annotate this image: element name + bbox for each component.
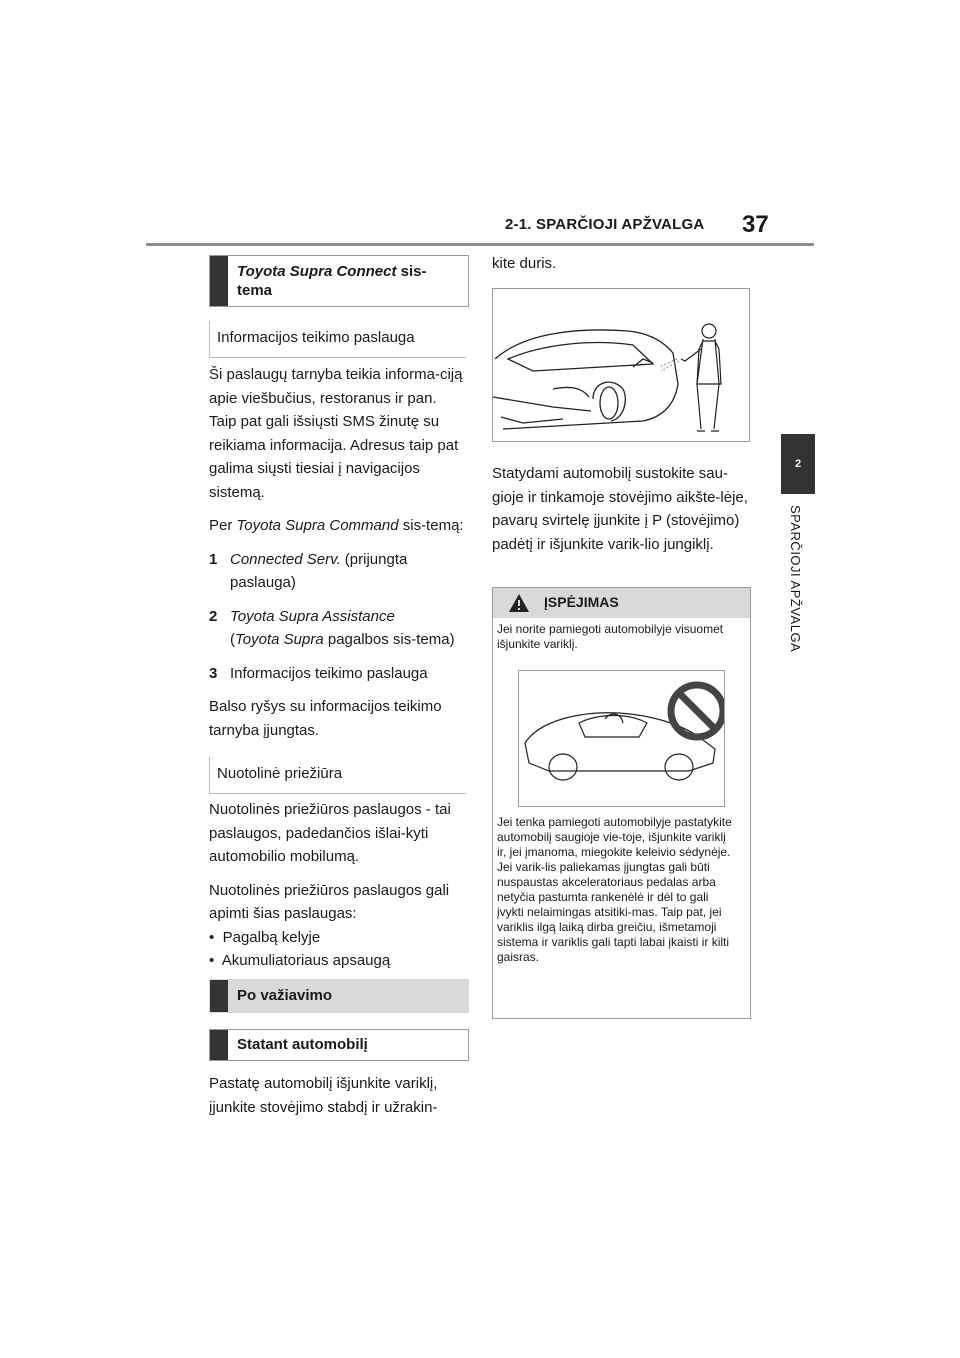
warning-text-2: Jei tenka pamiegoti automobilyje pastatykite automobilį saugioje vie-toje, išjunkite variklį ir, jei įmanoma, miegokite keleivio sėdynėje. Jei varik-lis paliekamas įjungtas gali būti nuspaustas akceleratoriaus pedalas arba netyčia pastumta rankenėlė ir dėl to gali įvykti nelaimingas atsitiki-mas. Taip pat, jei variklis ilgą laiką dirba greičiu, išmetamoji sistema ir variklis gali tapti labai įkaisti ir kilti gaisras. <box>497 815 732 964</box>
paragraph-parking-instructions: Statydami automobilį sustokite sau-gioje ir tinkamoje stovėjimo aikšte-lėje, pavarų svirtelę įjunkite į P (stovėjimo) padėtį ir išjunkite varik-lio jungiklį. <box>492 465 748 553</box>
paragraph-voice: Balso ryšys su informacijos teikimo tarnyba įjungtas. <box>209 698 442 739</box>
section-title: 2-1. SPARČIOJI APŽVALGA <box>505 216 705 233</box>
step-2: 2 Toyota Supra Assistance (Toyota Supra pagalbos sis-tema) <box>209 607 455 648</box>
heading-connect-text: Toyota Supra Connect sis-tema <box>237 263 427 299</box>
paragraph-continued: kite duris. <box>492 255 557 272</box>
warning-box <box>492 587 751 1019</box>
left-body-2 <box>209 798 467 973</box>
illustration-sleeping-in-car <box>518 670 725 807</box>
warning-header <box>493 588 750 618</box>
heading-box-connect <box>209 255 469 307</box>
paragraph-info-service: Ši paslaugų tarnyba teikia informa-ciją apie viešbučius, restoranus ir pan. Taip pat gali išsiųsti SMS žinutę su reikiama informacija. Adresus taip pat galima siųsti tiesiai į navigacijos sistemą. <box>209 366 463 501</box>
paragraph-command: Per Toyota Supra Command sis-temą: <box>209 517 464 534</box>
paragraph-remote-1: Nuotolinės priežiūros paslaugos - tai paslaugos, padedančios išlai-kyti automobilio mobilumą. <box>209 801 451 865</box>
illustration-locking-car <box>492 288 750 442</box>
paragraph-parking: Pastatę automobilį išjunkite variklį, įjunkite stovėjimo stabdį ir užrakin- <box>209 1075 438 1116</box>
chapter-tab: 2 <box>781 434 815 494</box>
chapter-tab-label: SPARČIOJI APŽVALGA <box>788 505 803 653</box>
warning-triangle-icon <box>508 593 530 613</box>
paragraph-remote-2: Nuotolinės priežiūros paslaugos gali apimti šias paslaugas: <box>209 881 450 922</box>
warning-title: ĮSPĖJIMAS <box>544 594 619 610</box>
bullet-item: • Akumuliatoriaus apsaugą <box>209 952 391 969</box>
heading-bar <box>210 256 228 306</box>
page-number: 37 <box>742 211 769 238</box>
header-rule <box>146 243 814 246</box>
warning-text-1: Jei norite pamiegoti automobilyje visuomet išjunkite variklį. <box>497 622 724 651</box>
bullet-item: • Pagalbą kelyje <box>209 928 321 946</box>
heading-box-after-driving: Po važiavimo <box>209 979 469 1013</box>
step-3: 3 Informacijos teikimo paslauga <box>209 664 428 682</box>
step-1: 1 Connected Serv. (prijungta paslauga) <box>209 550 408 591</box>
heading-box-parking: Statant automobilį <box>209 1029 469 1061</box>
left-body-1 <box>209 363 467 742</box>
